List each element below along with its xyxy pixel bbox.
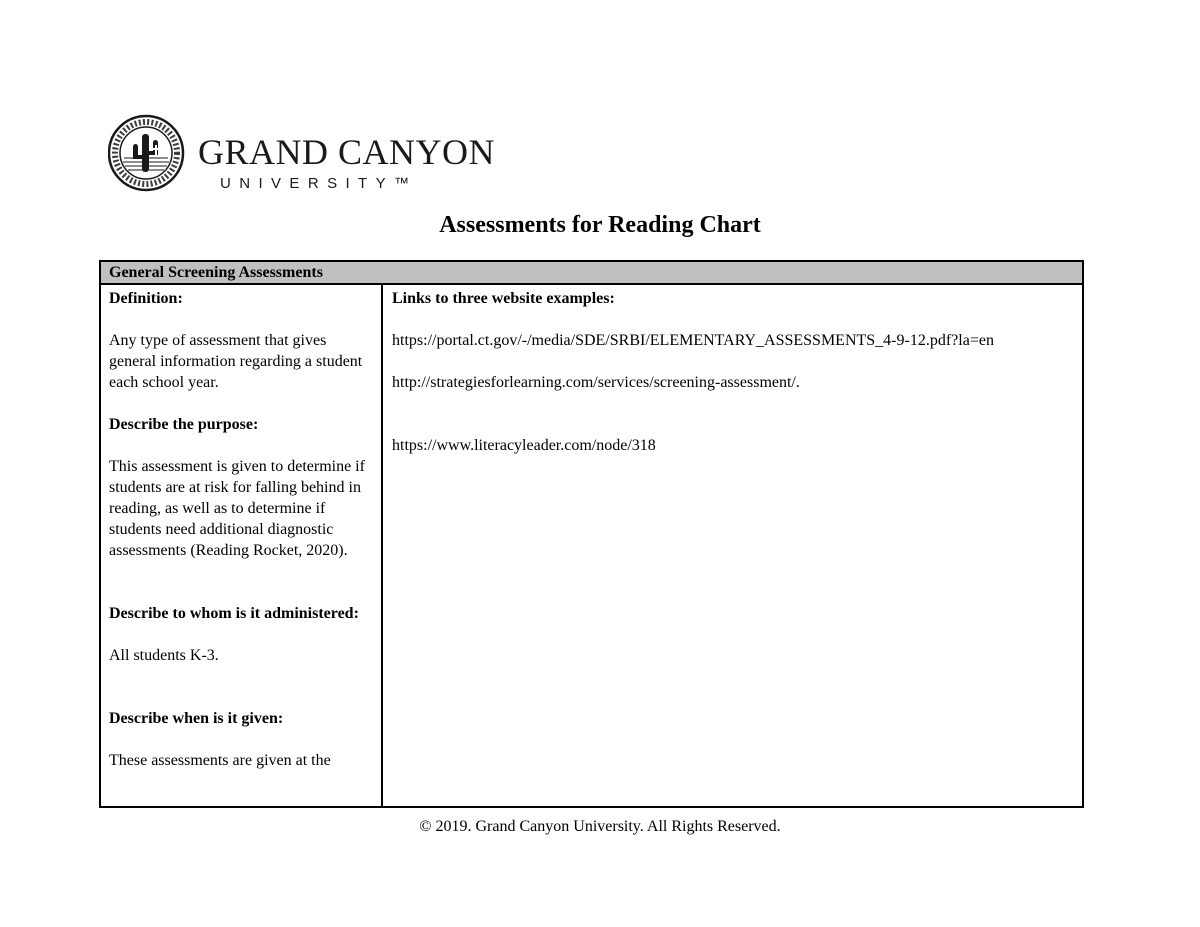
logo-wordmark: GRAND CANYON [198, 132, 496, 172]
table-body [101, 285, 1082, 806]
purpose-label: Describe the purpose: [109, 416, 259, 433]
assessment-table [99, 260, 1084, 808]
when-text: These assessments are given at the [109, 752, 331, 769]
copyright-footer: © 2019. Grand Canyon University. All Rights Reserved. [419, 818, 781, 835]
section-header: General Screening Assessments [101, 262, 1082, 285]
website-link-3[interactable]: https://www.literacyleader.com/node/318 [392, 437, 656, 454]
right-column [385, 285, 1082, 806]
left-column [101, 285, 383, 806]
when-label: Describe when is it given: [109, 710, 284, 727]
definition-text: Any type of assessment that gives general information regarding a student each school year. [109, 332, 363, 391]
links-label: Links to three website examples: [392, 290, 615, 307]
whom-label: Describe to whom is it administered: [109, 605, 359, 622]
website-link-1[interactable]: https://portal.ct.gov/-/media/SDE/SRBI/ELEMENTARY_ASSESSMENTS_4-9-12.pdf?la=en [392, 332, 994, 349]
university-seal-icon [108, 112, 188, 194]
website-link-2[interactable]: http://strategiesforlearning.com/services/screening-assessment/. [392, 374, 800, 391]
logo-subtitle: UNIVERSITY™ [220, 175, 418, 192]
definition-label: Definition: [109, 290, 183, 307]
purpose-text: This assessment is given to determine if students are at risk for falling behind in reading, as well as to determine if students need additional diagnostic assessments (Reading Rocket, 2020). [109, 458, 365, 559]
university-logo [108, 112, 496, 194]
page-title: Assessments for Reading Chart [439, 212, 761, 238]
whom-text: All students K-3. [109, 647, 219, 664]
